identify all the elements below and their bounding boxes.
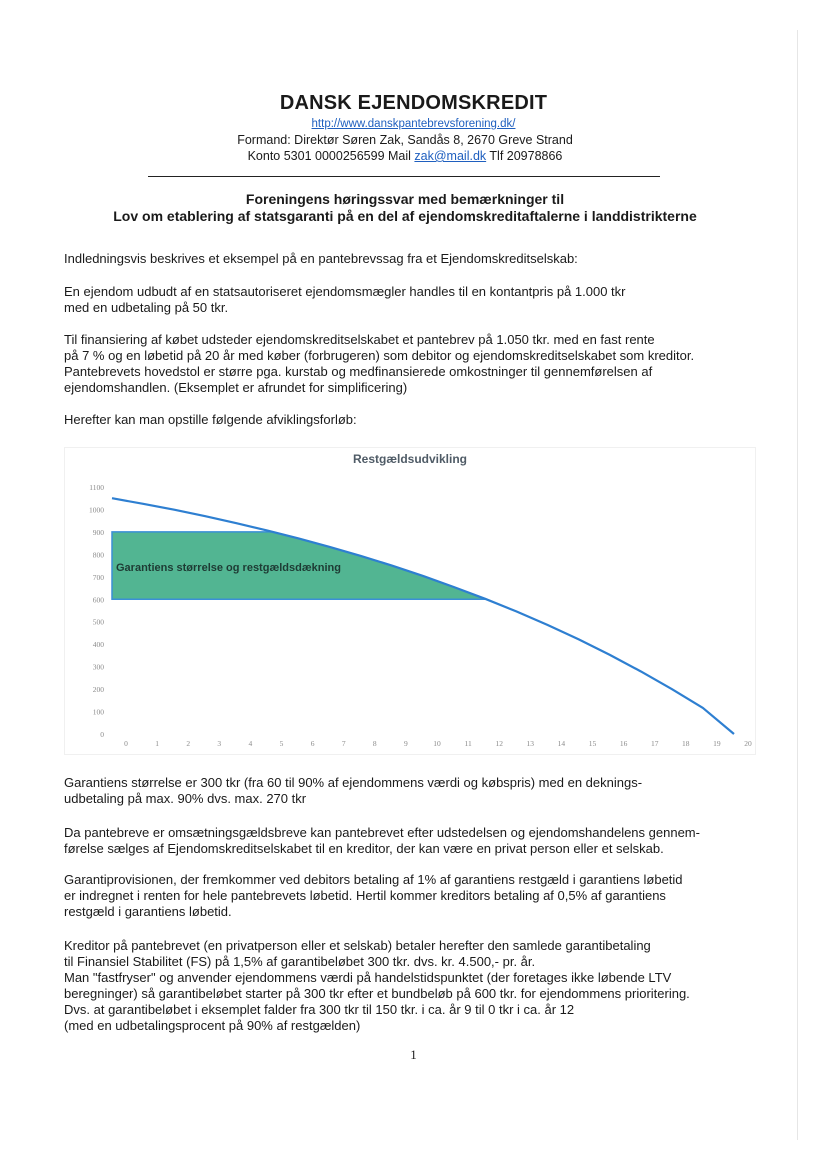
contact-line: [0, 149, 810, 163]
paragraph-line: Til finansiering af købet udsteder ejendomskreditselskabet et pantebrev på 1.050 tkr. med en fast rente: [64, 332, 655, 347]
x-tick-label: 11: [464, 739, 472, 748]
paragraph-intro: [64, 251, 764, 267]
paragraph-line: Garantiprovisionen, der fremkommer ved debitors betaling af 1% af garantiens restgæld i garantiens løbetid: [64, 872, 683, 887]
guarantee-band-label: Garantiens størrelse og restgældsdækning: [116, 562, 341, 575]
x-tick-label: 0: [124, 739, 128, 748]
x-tick-label: 19: [713, 739, 721, 748]
paragraph-line: Herefter kan man opstille følgende afviklingsforløb:: [64, 412, 357, 427]
paragraph-line: Indledningsvis beskrives et eksempel på en pantebrevssag fra et Ejendomskreditselskab:: [64, 251, 578, 266]
y-tick-label: 1000: [89, 505, 104, 515]
paragraph-line: Pantebrevets hovedstol er større pga. kurstab og medfinansierede omkostninger til gennemførelsen af: [64, 364, 653, 379]
website-link[interactable]: http://www.danskpantebrevsforening.dk/: [311, 118, 516, 130]
y-tick-label: 500: [92, 617, 104, 627]
chart-frame: [65, 448, 756, 755]
paragraph-line: er indregnet i renten for hele pantebrevets løbetid. Hertil kommer kreditors betaling af 0,5% af garantiens: [64, 888, 666, 903]
chart-title: Restgældsudvikling: [352, 452, 468, 466]
paragraph-line: Man "fastfryser" og anvender ejendommens værdi på handelstidspunktet (der foretages ikke løbende LTV: [64, 970, 672, 985]
header-divider: [148, 176, 660, 177]
paragraph-schedule-intro: [64, 412, 764, 428]
contact-phone: Tlf 20978866: [486, 149, 563, 163]
paragraph-guarantee-size: [64, 775, 764, 807]
x-tick-label: 12: [495, 739, 503, 748]
paragraph-provision: [64, 872, 764, 920]
x-tick-label: 20: [744, 739, 752, 748]
paragraph-line: Da pantebreve er omsætningsgældsbreve kan pantebrevet efter udstedelsen og ejendomshandelens gennem-: [64, 825, 700, 840]
x-tick-label: 8: [372, 739, 377, 748]
x-tick-label: 18: [682, 739, 690, 748]
x-tick-label: 3: [217, 739, 222, 748]
y-tick-label: 400: [92, 640, 104, 650]
paragraph-line: førelse sælges af Ejendomskreditselskabet til en kreditor, der kan være en privat person eller et selskab.: [64, 841, 664, 856]
x-tick-label: 4: [248, 739, 253, 748]
x-tick-label: 16: [619, 739, 628, 748]
paragraph-creditor: [64, 938, 764, 1034]
chart-plot: [64, 447, 756, 755]
y-tick-label: 100: [92, 707, 104, 717]
x-tick-label: 9: [404, 739, 408, 748]
y-tick-label: 800: [92, 550, 104, 560]
y-tick-label: 700: [92, 572, 104, 582]
x-tick-label: 6: [310, 739, 315, 748]
x-tick-label: 15: [588, 739, 597, 748]
x-tick-label: 2: [186, 739, 191, 748]
paragraph-negotiable: [64, 825, 764, 857]
paragraph-line: (med en udbetalingsprocent på 90% af restgælden): [64, 1018, 361, 1033]
paragraph-line: udbetaling på max. 90% dvs. max. 270 tkr: [64, 791, 307, 806]
organization-name: DANSK EJENDOMSKREDIT: [279, 92, 548, 114]
x-tick-label: 1: [155, 739, 159, 748]
paragraph-line: ejendomshandlen. (Eksemplet er afrundet for simplificering): [64, 380, 408, 395]
x-tick-label: 13: [526, 739, 535, 748]
organization-url-line: [0, 118, 827, 130]
y-tick-label: 0: [100, 730, 104, 739]
paragraph-line: til Finansiel Stabilitet (FS) på 1,5% af garantibeløbet 300 tkr. dvs. kr. 4.500,- pr. år.: [64, 954, 536, 969]
page-number: 1: [410, 1047, 417, 1062]
y-tick-label: 1100: [89, 483, 104, 492]
paragraph-property: [64, 284, 764, 316]
x-tick-label: 10: [433, 739, 441, 748]
x-tick-label: 14: [557, 739, 566, 748]
paragraph-line: Kreditor på pantebrevet (en privatperson eller et selskab) betaler herefter den samlede garantibetaling: [64, 938, 651, 953]
paragraph-line: En ejendom udbudt af en statsautoriseret ejendomsmægler handles til en kontantpris på 1.000 tkr: [64, 284, 626, 299]
document-heading-line1: Foreningens høringssvar med bemærkninger til: [245, 191, 565, 207]
debt-development-chart: [64, 447, 756, 755]
paragraph-line: Dvs. at garantibeløbet i eksemplet falder fra 300 tkr til 150 tkr. i ca. år 9 til 0 tkr i ca. år 12: [64, 1002, 575, 1017]
x-tick-label: 7: [341, 739, 346, 748]
paragraph-line: med en udbetaling på 50 tkr.: [64, 300, 229, 315]
chairman-line: Formand: Direktør Søren Zak, Sandås 8, 2670 Greve Strand: [237, 133, 573, 147]
y-tick-label: 900: [92, 527, 104, 537]
x-tick-label: 5: [279, 739, 284, 748]
x-tick-label: 17: [650, 739, 659, 748]
y-tick-label: 200: [92, 685, 104, 695]
y-tick-label: 300: [92, 662, 104, 672]
paragraph-line: restgæld i garantiens løbetid.: [64, 904, 232, 919]
paragraph-financing: [64, 332, 764, 396]
contact-account: Konto 5301 0000256599 Mail: [247, 149, 415, 163]
document-heading-line2: Lov om etablering af statsgaranti på en del af ejendomskreditaftalerne i landdistrikterne: [113, 208, 697, 224]
paragraph-line: beregninger) så garantibeløbet starter på 300 tkr efter et bundbeløb på 600 tkr. for ejendommens prioritering.: [64, 986, 690, 1001]
email-link[interactable]: zak@mail.dk: [414, 149, 487, 163]
paragraph-line: Garantiens størrelse er 300 tkr (fra 60 til 90% af ejendommens værdi og købspris) med en deknings-: [64, 775, 643, 790]
y-tick-label: 600: [92, 595, 104, 605]
paragraph-line: på 7 % og en løbetid på 20 år med køber (forbrugeren) som debitor og ejendomskreditselskabet som kreditor.: [64, 348, 695, 363]
